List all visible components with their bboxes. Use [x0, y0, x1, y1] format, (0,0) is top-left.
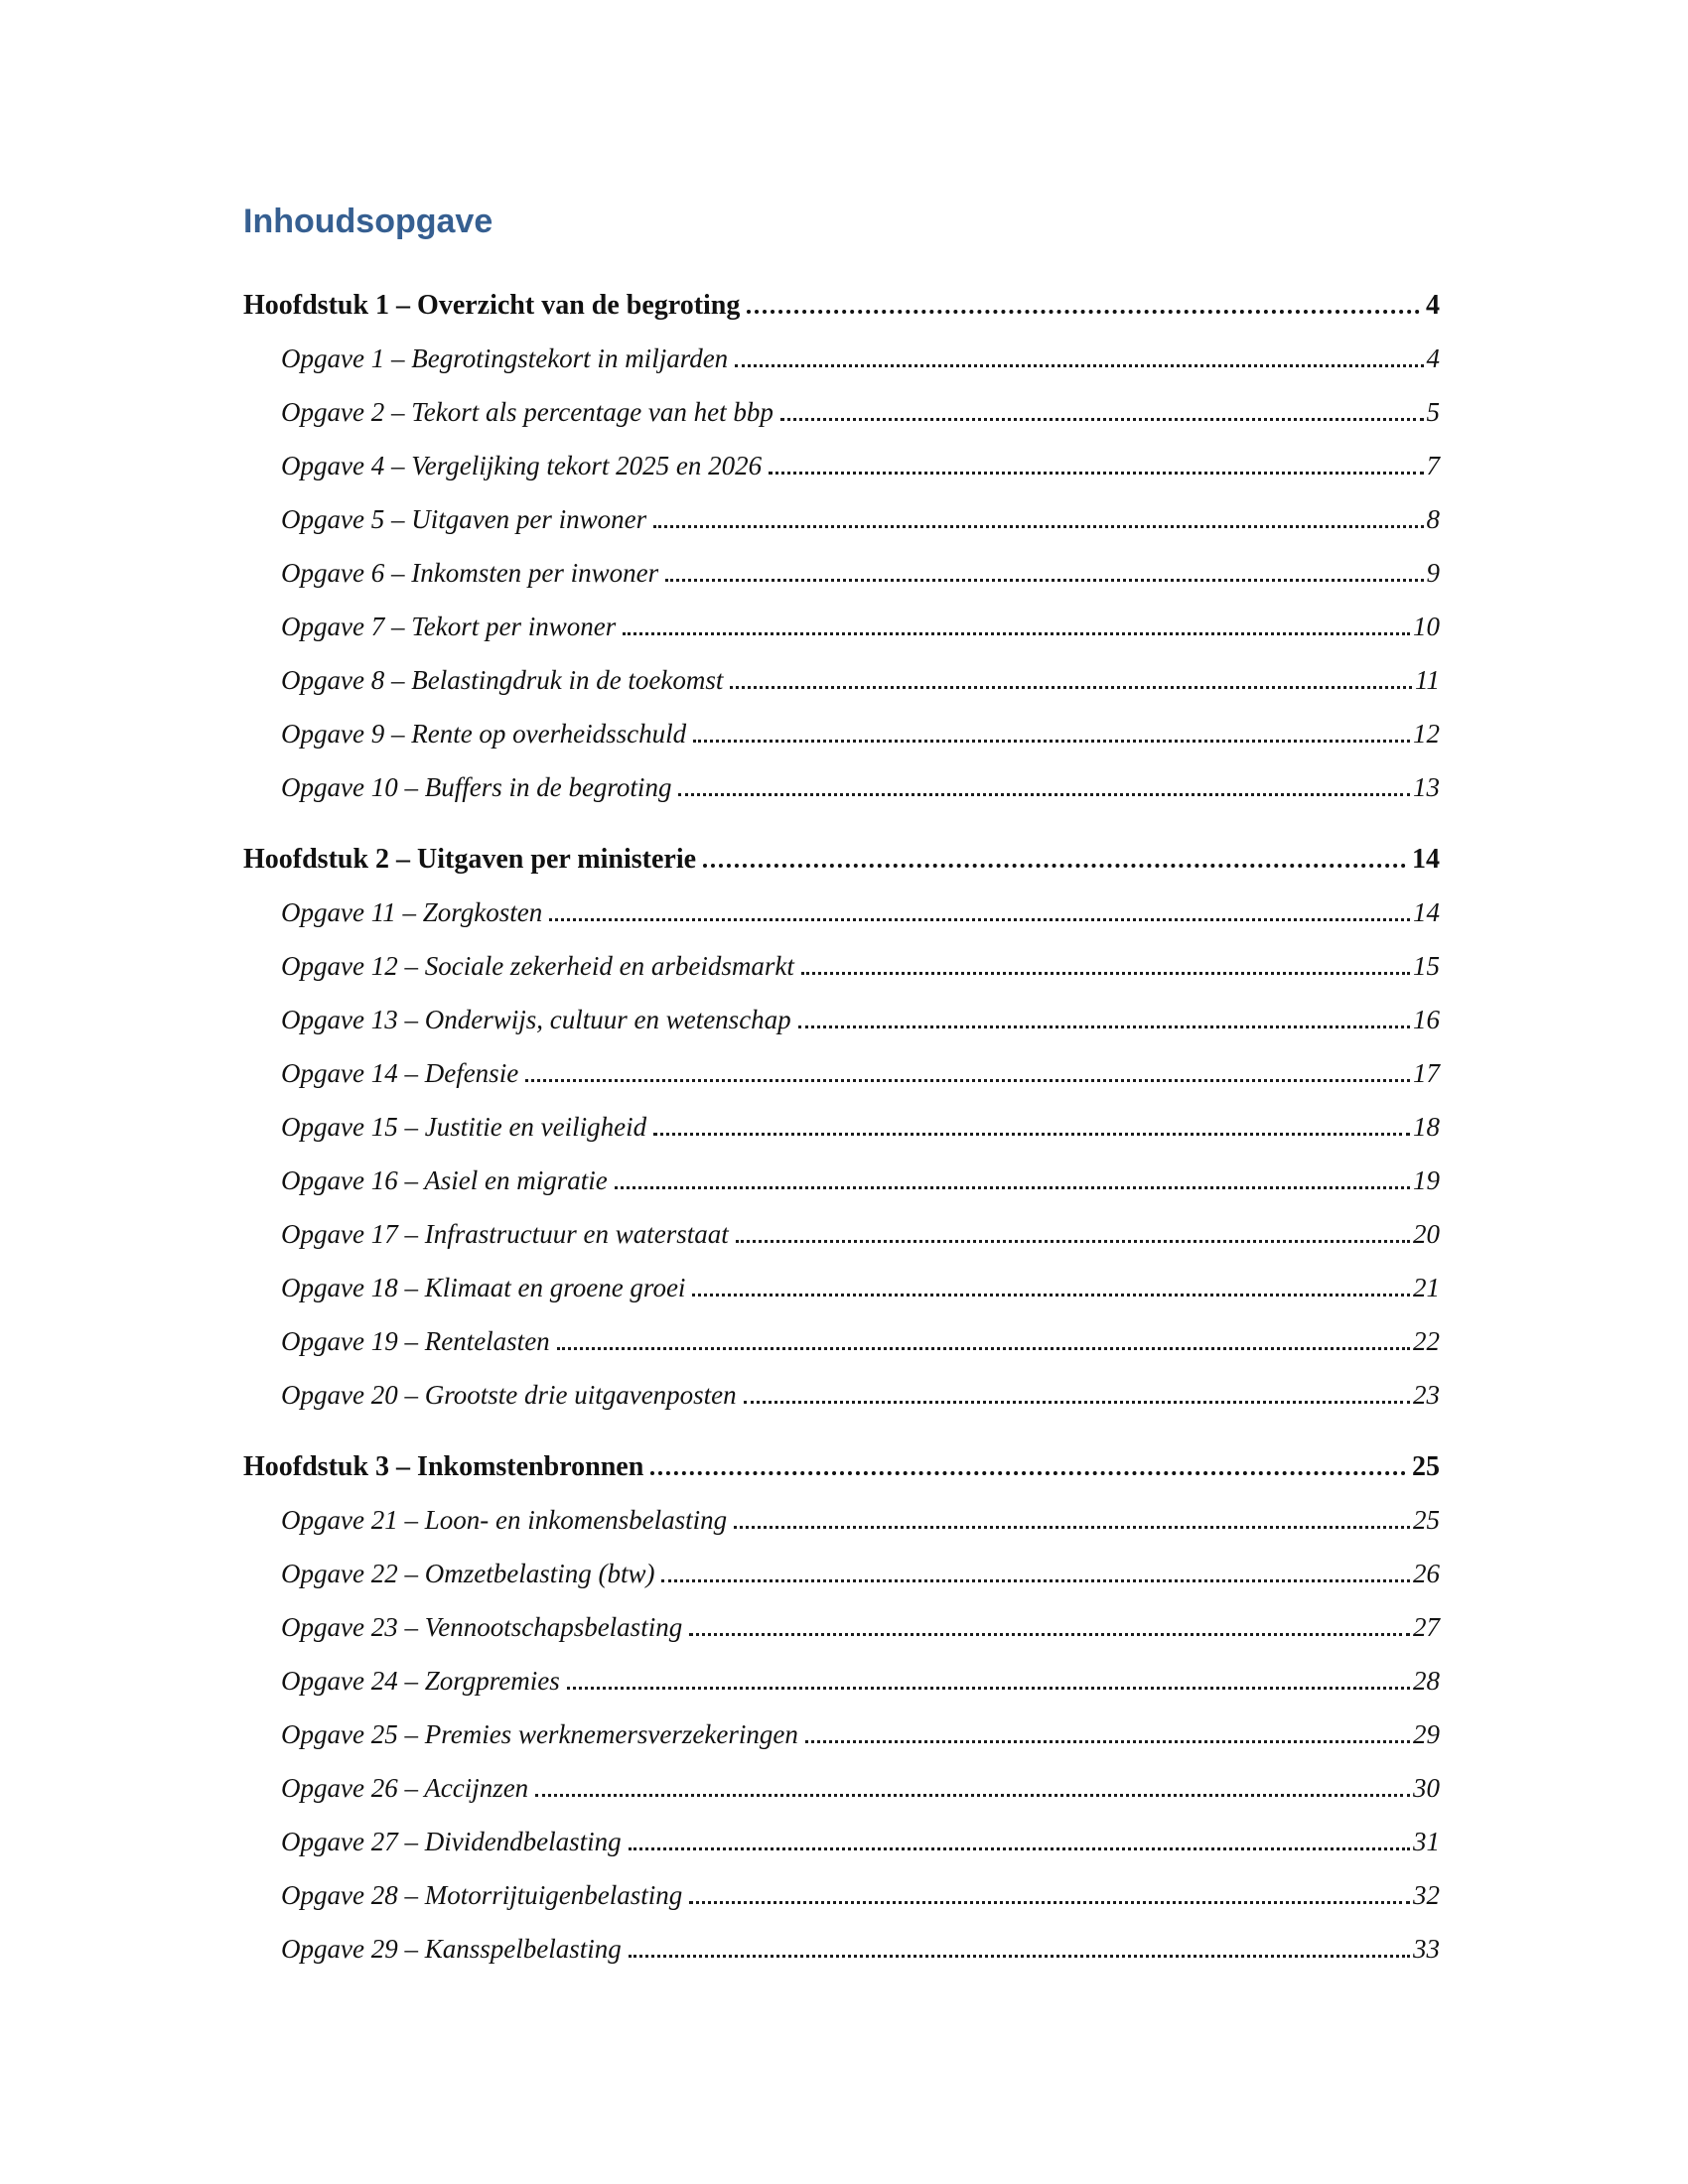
toc-entry-label: Opgave 6 – Inkomsten per inwoner	[281, 558, 659, 589]
toc-item-entry[interactable]	[243, 1827, 1440, 1880]
toc-item-entry[interactable]	[243, 1505, 1440, 1559]
toc-item-entry[interactable]	[243, 558, 1440, 612]
toc-entry-label: Opgave 11 – Zorgkosten	[281, 897, 543, 928]
toc-item-entry[interactable]	[243, 1719, 1440, 1773]
toc-entry-page-number: 32	[1413, 1880, 1440, 1911]
toc-entry-label: Opgave 16 – Asiel en migratie	[281, 1165, 608, 1196]
toc-entry-page-number: 13	[1413, 772, 1440, 803]
toc-entry-page-number: 25	[1412, 1451, 1440, 1483]
toc-item-entry[interactable]	[243, 1326, 1440, 1380]
toc-entry-page-number: 26	[1413, 1559, 1440, 1589]
toc-item-entry[interactable]	[243, 1666, 1440, 1719]
toc-item-entry[interactable]	[243, 612, 1440, 665]
dot-leader	[735, 364, 1423, 367]
toc-entry-label: Opgave 19 – Rentelasten	[281, 1326, 550, 1357]
dot-leader	[678, 793, 1410, 796]
dot-leader	[549, 918, 1410, 921]
dot-leader	[653, 1133, 1410, 1136]
toc-entry-label: Hoofdstuk 2 – Uitgaven per ministerie	[243, 844, 697, 876]
dot-leader	[629, 1955, 1410, 1958]
toc-item-entry[interactable]	[243, 451, 1440, 504]
toc-entry-label: Hoofdstuk 1 – Overzicht van de begroting	[243, 290, 741, 322]
toc-entry-label: Opgave 20 – Grootste drie uitgavenposten	[281, 1380, 737, 1411]
toc-item-entry[interactable]	[243, 1612, 1440, 1666]
toc-item-entry[interactable]	[243, 397, 1440, 451]
toc-item-entry[interactable]	[243, 1934, 1440, 1987]
toc-entry-label: Opgave 14 – Defensie	[281, 1058, 519, 1089]
toc-entry-label: Opgave 17 – Infrastructuur en waterstaat	[281, 1219, 729, 1250]
toc-item-entry[interactable]	[243, 343, 1440, 397]
dot-leader	[703, 864, 1406, 868]
toc-entry-page-number: 28	[1413, 1666, 1440, 1697]
toc-entry-label: Opgave 7 – Tekort per inwoner	[281, 612, 617, 642]
toc-entry-page-number: 14	[1413, 897, 1440, 928]
toc-entry-page-number: 30	[1413, 1773, 1440, 1804]
dot-leader	[629, 1847, 1410, 1850]
toc-entry-page-number: 8	[1426, 504, 1440, 535]
dot-leader	[780, 418, 1424, 421]
toc-chapter-entry[interactable]	[243, 290, 1440, 343]
toc-item-entry[interactable]	[243, 772, 1440, 826]
dot-leader	[567, 1687, 1410, 1690]
toc-entry-label: Opgave 21 – Loon- en inkomensbelasting	[281, 1505, 728, 1536]
toc-entry-page-number: 11	[1415, 665, 1440, 696]
toc-entry-label: Hoofdstuk 3 – Inkomstenbronnen	[243, 1451, 644, 1483]
toc-entry-label: Opgave 22 – Omzetbelasting (btw)	[281, 1559, 655, 1589]
toc-entry-page-number: 16	[1413, 1005, 1440, 1035]
toc-entry-page-number: 18	[1413, 1112, 1440, 1143]
toc-entry-page-number: 29	[1413, 1719, 1440, 1750]
toc-item-entry[interactable]	[243, 951, 1440, 1005]
toc-entry-label: Opgave 26 – Accijnzen	[281, 1773, 529, 1804]
dot-leader	[805, 1740, 1410, 1743]
toc-entry-page-number: 23	[1413, 1380, 1440, 1411]
toc-entry-page-number: 7	[1426, 451, 1440, 481]
toc-entry-page-number: 33	[1413, 1934, 1440, 1965]
dot-leader	[615, 1186, 1410, 1189]
toc-entry-label: Opgave 2 – Tekort als percentage van het bbp	[281, 397, 774, 428]
dot-leader	[525, 1079, 1410, 1082]
toc-entry-label: Opgave 10 – Buffers in de begroting	[281, 772, 672, 803]
toc-item-entry[interactable]	[243, 665, 1440, 719]
toc-entry-page-number: 4	[1426, 290, 1440, 322]
toc-entry-page-number: 14	[1412, 844, 1440, 876]
dot-leader	[557, 1347, 1410, 1350]
toc-item-entry[interactable]	[243, 1273, 1440, 1326]
toc-item-entry[interactable]	[243, 1773, 1440, 1827]
toc-entry-label: Opgave 9 – Rente op overheidsschuld	[281, 719, 687, 750]
toc-item-entry[interactable]	[243, 1165, 1440, 1219]
toc-entry-label: Opgave 27 – Dividendbelasting	[281, 1827, 622, 1857]
toc-entry-label: Opgave 15 – Justitie en veiligheid	[281, 1112, 647, 1143]
toc-item-entry[interactable]	[243, 1380, 1440, 1433]
toc-entry-label: Opgave 12 – Sociale zekerheid en arbeidsmarkt	[281, 951, 794, 982]
toc-entry-label: Opgave 1 – Begrotingstekort in miljarden	[281, 343, 729, 374]
toc-entry-page-number: 19	[1413, 1165, 1440, 1196]
toc-entry-label: Opgave 24 – Zorgpremies	[281, 1666, 560, 1697]
toc-entry-page-number: 17	[1413, 1058, 1440, 1089]
dot-leader	[693, 740, 1410, 743]
toc-entry-page-number: 21	[1413, 1273, 1440, 1303]
toc-entry-page-number: 15	[1413, 951, 1440, 982]
toc-entry-page-number: 12	[1413, 719, 1440, 750]
dot-leader	[661, 1579, 1410, 1582]
dot-leader	[769, 472, 1423, 475]
page-title: Inhoudsopgave	[243, 203, 493, 240]
dot-leader	[689, 1633, 1410, 1636]
toc-item-entry[interactable]	[243, 719, 1440, 772]
toc-item-entry[interactable]	[243, 504, 1440, 558]
toc-item-entry[interactable]	[243, 1058, 1440, 1112]
dot-leader	[736, 1240, 1410, 1243]
table-of-contents	[243, 290, 1440, 1987]
dot-leader	[801, 972, 1410, 975]
dot-leader	[665, 579, 1423, 582]
toc-entry-page-number: 25	[1413, 1505, 1440, 1536]
dot-leader	[689, 1901, 1410, 1904]
toc-entry-page-number: 22	[1413, 1326, 1440, 1357]
toc-entry-label: Opgave 4 – Vergelijking tekort 2025 en 2026	[281, 451, 763, 481]
toc-entry-label: Opgave 8 – Belastingdruk in de toekomst	[281, 665, 724, 696]
toc-entry-label: Opgave 18 – Klimaat en groene groei	[281, 1273, 686, 1303]
toc-entry-page-number: 20	[1413, 1219, 1440, 1250]
dot-leader	[650, 1471, 1406, 1475]
dot-leader	[653, 525, 1423, 528]
toc-entry-page-number: 10	[1413, 612, 1440, 642]
toc-entry-label: Opgave 5 – Uitgaven per inwoner	[281, 504, 647, 535]
toc-item-entry[interactable]	[243, 897, 1440, 951]
toc-item-entry[interactable]	[243, 1880, 1440, 1934]
toc-entry-page-number: 9	[1426, 558, 1440, 589]
toc-item-entry[interactable]	[243, 1005, 1440, 1058]
dot-leader	[692, 1294, 1410, 1297]
dot-leader	[730, 686, 1412, 689]
dot-leader	[623, 632, 1410, 635]
dot-leader	[798, 1025, 1410, 1028]
toc-chapter-entry[interactable]	[243, 1451, 1440, 1505]
toc-entry-page-number: 31	[1413, 1827, 1440, 1857]
toc-chapter-entry[interactable]	[243, 844, 1440, 897]
toc-item-entry[interactable]	[243, 1112, 1440, 1165]
toc-entry-label: Opgave 29 – Kansspelbelasting	[281, 1934, 622, 1965]
toc-entry-page-number: 5	[1426, 397, 1440, 428]
toc-entry-page-number: 27	[1413, 1612, 1440, 1643]
dot-leader	[744, 1401, 1410, 1404]
toc-entry-label: Opgave 23 – Vennootschapsbelasting	[281, 1612, 683, 1643]
toc-entry-label: Opgave 28 – Motorrijtuigenbelasting	[281, 1880, 683, 1911]
toc-item-entry[interactable]	[243, 1559, 1440, 1612]
dot-leader	[535, 1794, 1410, 1797]
toc-item-entry[interactable]	[243, 1219, 1440, 1273]
toc-entry-label: Opgave 13 – Onderwijs, cultuur en wetenschap	[281, 1005, 791, 1035]
dot-leader	[747, 310, 1420, 314]
toc-entry-label: Opgave 25 – Premies werknemersverzekeringen	[281, 1719, 798, 1750]
dot-leader	[734, 1526, 1410, 1529]
toc-entry-page-number: 4	[1426, 343, 1440, 374]
